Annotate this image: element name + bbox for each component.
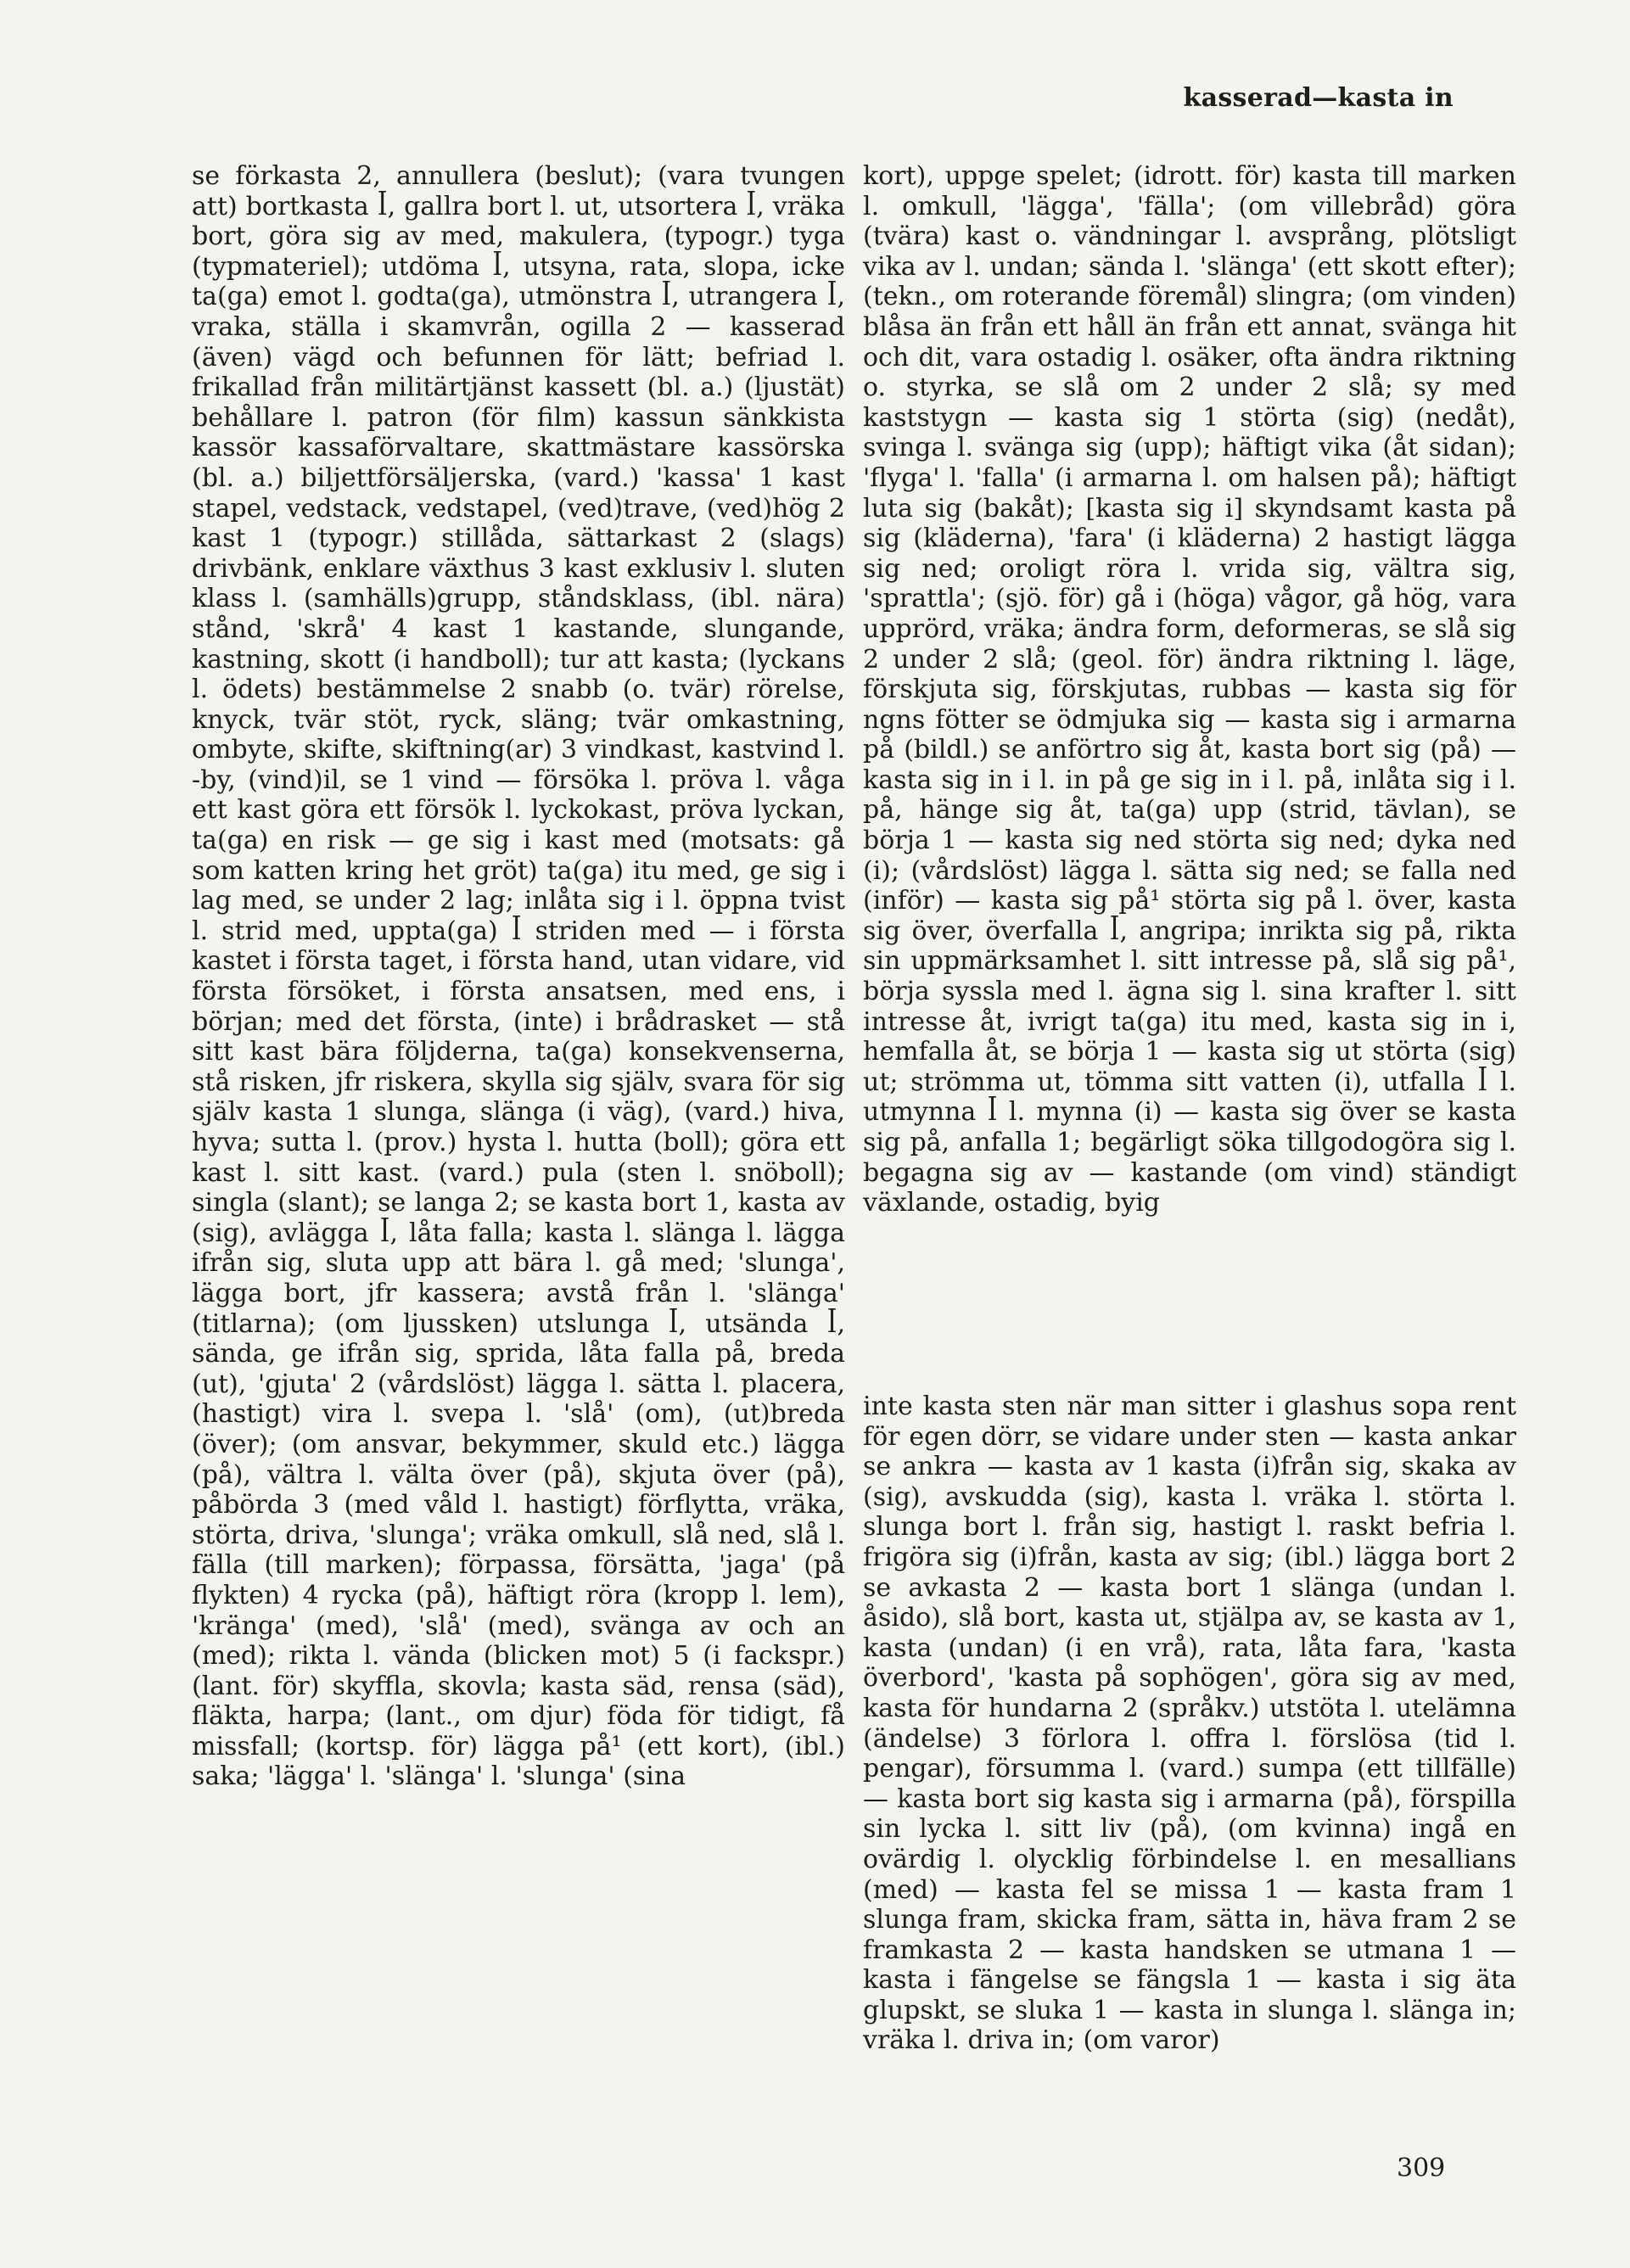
right-upper-text: kort), uppge spelet; (idrott. för) kasta till marken l. omkull, 'lägga', 'fälla'; (om villebråd) göra (tvära) kast o. vändningar l. avsprång, plötsligt vika av l. undan; sända l. 'slänga' (ett skott efter); (tekn., om roterande föremål) slingra; (om vinden) blåsa än från ett håll än från ett annat, svänga hit och dit, vara ostadig l. osäker, ofta ändra riktning o. styrka, se slå om 2 under 2 slå; sy med kaststygn — kasta sig 1 störta (sig) (nedåt), svinga l. svänga sig (upp); häftigt vika (åt sidan); 'flyga' l. 'falla' (i armarna l. om halsen på); häftigt luta sig (bakåt); [kasta sig i] skyndsamt kasta på sig (kläderna), 'fara' (i kläderna) 2 hastigt lägga sig ned; oroligt röra l. vrida sig, vältra sig, 'sprattla'; (sjö. för) gå i (höga) vågor, gå hög, vara upprörd, vräka; ändra form, deformeras, se slå sig 2 under 2 slå; (geol. för) ändra riktning l. läge, förskjuta sig, förskjutas, rubbas — kasta sig för ngns fötter se ödmjuka sig — kasta sig i armarna på (bildl.) se anförtro sig åt, kasta bort sig (på) — kasta sig in i l. in på ge sig in i l. på, inlåta sig i l. på, hänge sig åt, ta(ga) upp (strid, tävlan), se börja 1 — kasta sig ned störta sig ned; dyka ned (i); (vårdslöst) lägga l. sätta sig ned; se falla ned (inför) — kasta sig på¹ störta sig på l. över, kasta sig över, överfalla ꟾ, angripa; inrikta sig på, rikta sin uppmärksamhet l. sitt intresse på, slå sig på¹, börja syssla med l. ägna sig l. sina krafter l. sitt intresse åt, ivrigt ta(ga) itu med, kasta sig in i, hemfalla åt, se börja 1 — kasta sig ut störta (sig) ut; strömma ut, tömma sitt vatten (i), utfalla ꟾ l. utmynna ꟾ l. mynna (i) — kasta sig över se kasta sig på, anfalla 1; begärligt söka tillgodogöra sig l. begagna sig av — kastande (om vind) ständigt växlande, ostadig, byig [863, 161, 1516, 1218]
right-column-lower [863, 1392, 1516, 2056]
page-number: 309 [1397, 2153, 1446, 2183]
running-head: kasserad—kasta in [1183, 83, 1454, 113]
right-column-upper [863, 161, 1516, 1218]
right-lower-text: inte kasta sten när man sitter i glashus sopa rent för egen dörr, se vidare under sten — kasta ankar se ankra — kasta av 1 kasta (i)från sig, skaka av (sig), avskudda (sig), kasta l. vräka l. störta l. slunga bort l. från sig, hastigt l. raskt befria l. frigöra sig (i)från, kasta av sig; (ibl.) lägga bort 2 se avkasta 2 — kasta bort 1 slänga (undan l. åsido), slå bort, kasta ut, stjälpa av, se kasta av 1, kasta (undan) (i en vrå), rata, låta fara, 'kasta överbord', 'kasta på sophögen', göra sig av med, kasta för hundarna 2 (språkv.) utstöta l. utelämna (ändelse) 3 förlora l. offra l. förslösa (tid l. pengar), försumma l. (vard.) sumpa (ett tillfälle) — kasta bort sig kasta sig i armarna (på), förspilla sin lycka l. sitt liv (på), (om kvinna) ingå en ovärdig l. olycklig förbindelse l. en mesallians (med) — kasta fel se missa 1 — kasta fram 1 slunga fram, skicka fram, sätta in, häva fram 2 se framkasta 2 — kasta handsken se utmana 1 — kasta i fängelse se fängsla 1 — kasta i sig äta glupskt, se sluka 1 — kasta in slunga l. slänga in; vräka l. driva in; (om varor) [863, 1392, 1516, 2056]
left-column [192, 161, 845, 1792]
left-column-text: se förkasta 2, annullera (beslut); (vara tvungen att) bortkasta ꟾ, gallra bort l. ut, utsortera ꟾ, vräka bort, göra sig av med, makulera, (typogr.) tyga (typmateriel); utdöma ꟾ, utsyna, rata, slopa, icke ta(ga) emot l. godta(ga), utmönstra ꟾ, utrangera ꟾ, vraka, ställa i skamvrån, ogilla 2 — kasserad (även) vägd och befunnen för lätt; befriad l. frikallad från militärtjänst kassett (bl. a.) (ljustät) behållare l. patron (för film) kassun sänkkista kassör kassaförvaltare, skattmästare kassörska (bl. a.) biljettförsäljerska, (vard.) 'kassa' 1 kast stapel, vedstack, vedstapel, (ved)trave, (ved)hög 2 kast 1 (typogr.) stillåda, sättarkast 2 (slags) drivbänk, enklare växthus 3 kast exklusiv l. sluten klass l. (samhälls)grupp, ståndsklass, (ibl. nära) stånd, 'skrå' 4 kast 1 kastande, slungande, kastning, skott (i handboll); tur att kasta; (lyckans l. ödets) bestämmelse 2 snabb (o. tvär) rörelse, knyck, tvär stöt, ryck, släng; tvär omkastning, ombyte, skifte, skiftning(ar) 3 vindkast, kastvind l. -by, (vind)il, se 1 vind — försöka l. pröva l. våga ett kast göra ett försök l. lyckokast, pröva lyckan, ta(ga) en risk — ge sig i kast med (motsats: gå som katten kring het gröt) ta(ga) itu med, ge sig i lag med, se under 2 lag; inlåta sig i l. öppna tvist l. strid med, uppta(ga) ꟾ striden med — i första kastet i första taget, i första hand, utan vidare, vid första försöket, i första ansatsen, med ens, i början; med det första, (inte) i brådrasket — stå sitt kast bära följderna, ta(ga) konsekvenserna, stå risken, jfr riskera, skylla sig själv, svara för sig själv kasta 1 slunga, slänga (i väg), (vard.) hiva, hyva; sutta l. (prov.) hysta l. hutta (boll); göra ett kast l. sitt kast. (vard.) pula (sten l. snöboll); singla (slant); se langa 2; se kasta bort 1, kasta av (sig), avlägga ꟾ, låta falla; kasta l. slänga l. lägga ifrån sig, sluta upp att bära l. gå med; 'slunga', lägga bort, jfr kassera; avstå från l. 'slänga' (titlarna); (om ljussken) utslunga ꟾ, utsända ꟾ, sända, ge ifrån sig, sprida, låta falla på, breda (ut), 'gjuta' 2 (vårdslöst) lägga l. sätta l. placera, (hastigt) vira l. svepa l. 'slå' (om), (ut)breda (över); (om ansvar, bekymmer, skuld etc.) lägga (på), vältra l. välta över (på), skjuta över (på), påbörda 3 (med våld l. hastigt) förflytta, vräka, störta, driva, 'slunga'; vräka omkull, slå ned, slå l. fälla (till marken); förpassa, försätta, 'jaga' (på flykten) 4 rycka (på), häftigt röra (kropp l. lem), 'kränga' (med), 'slå' (med), svänga av och an (med); rikta l. vända (blicken mot) 5 (i fackspr.) (lant. för) skyffla, skovla; kasta säd, rensa (säd), fläkta, harpa; (lant., om djur) föda för tidigt, få missfall; (kortsp. för) lägga på¹ (ett kort), (ibl.) saka; 'lägga' l. 'slänga' l. 'slunga' (sina [192, 161, 845, 1792]
